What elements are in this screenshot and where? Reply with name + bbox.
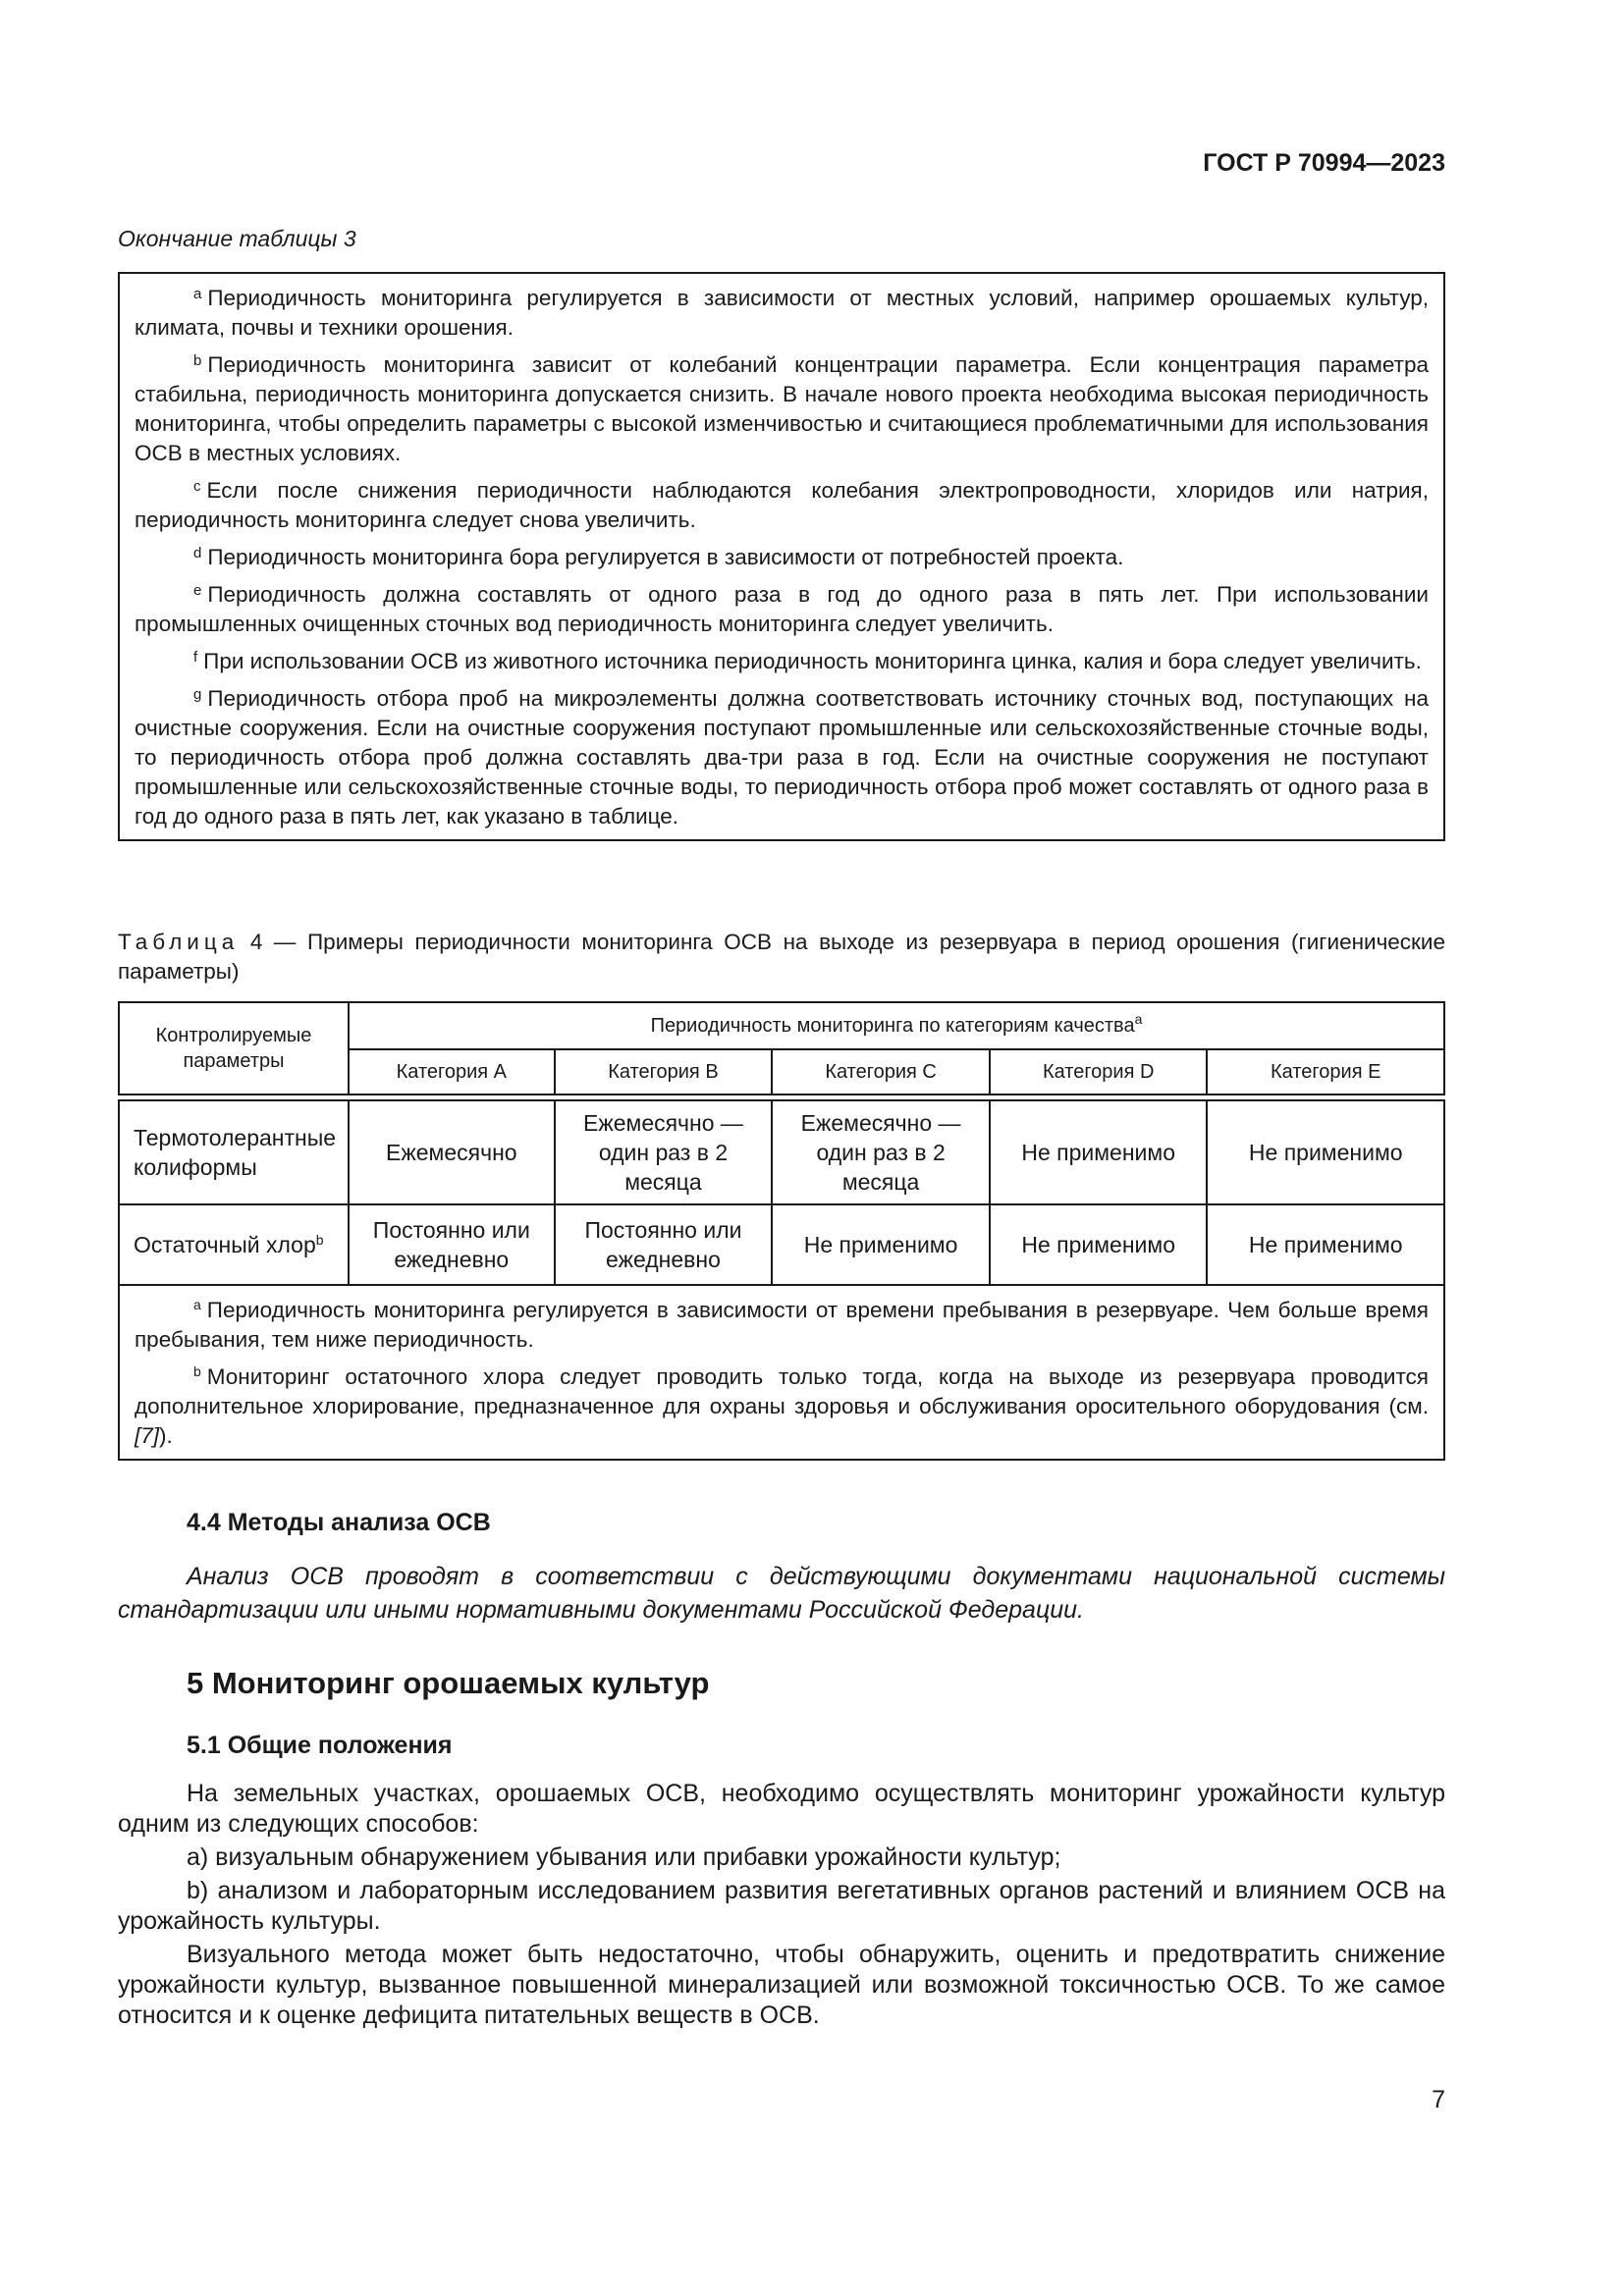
table4-cell: Не применимо bbox=[1207, 1100, 1444, 1204]
list-item: a) визуальным обнаружением убывания или прибавки урожайности культур; bbox=[187, 1843, 1061, 1871]
table4-cell: Не применимо bbox=[990, 1100, 1208, 1204]
table4-caption-text: 4 — Примеры периодичности мониторинга ОСВ на выходе из резервуара в период орошения (гигиенические параметры) bbox=[118, 930, 1445, 984]
table-row bbox=[119, 1100, 1444, 1204]
table4-header-cat-b: Категория B bbox=[555, 1049, 773, 1095]
section-4-4-heading: 4.4 Методы анализа ОСВ bbox=[187, 1509, 491, 1536]
reference-link: [7] bbox=[135, 1423, 160, 1448]
table4-header-cat-a: Категория A bbox=[349, 1049, 555, 1095]
footnote-f: $^f$ При использовании ОСВ из животного источника периодичность мониторинга цинка, калия и бора следует увеличить. bbox=[193, 649, 1422, 673]
footnote-a: $^a$ Периодичность мониторинга регулируется в зависимости от местных условий, например орошаемых культур, климата, почвы и техники орошения. bbox=[135, 286, 1429, 340]
table4-header-param: Контролируемые параметры bbox=[119, 1002, 349, 1095]
table4-cell: Ежемесячно — один раз в 2 месяца bbox=[772, 1100, 990, 1204]
table4-cell-param: Термотолерантные колиформы bbox=[119, 1100, 349, 1204]
table4-caption bbox=[118, 928, 1445, 987]
footnote-e: $^e$ Периодичность должна составлять от одного раза в год до одного раза в пять лет. При использовании промышленных очищенных сточных вод периодичность мониторинга следует увеличить. bbox=[135, 582, 1429, 636]
table4-caption-label: Таблица bbox=[118, 930, 240, 954]
page-number: 7 bbox=[1432, 2086, 1445, 2113]
footnote-c: $^c$ Если после снижения периодичности наблюдаются колебания электропроводности, хлоридов или натрия, периодичность мониторинга следует снова увеличить. bbox=[135, 478, 1429, 532]
section-5-1-body bbox=[118, 1779, 1445, 2034]
table4 bbox=[118, 1001, 1445, 1461]
table-row bbox=[119, 1204, 1444, 1285]
table3-continuation-caption: Окончание таблицы 3 bbox=[118, 226, 356, 251]
table3-footnotes-box bbox=[118, 272, 1445, 841]
table4-header-cat-d: Категория D bbox=[990, 1049, 1208, 1095]
table4-notes bbox=[119, 1285, 1444, 1460]
document-code: ГОСТ Р 70994—2023 bbox=[1203, 149, 1445, 177]
table4-cell: Не применимо bbox=[1207, 1204, 1444, 1285]
footnote-b: $^b$ Периодичность мониторинга зависит от колебаний концентрации параметра. Если концентрация параметра стабильна, периодичность мониторинга допускается снизить. В начале нового проекта необходима высокая периодичность мониторинга, чтобы определить параметры с высокой изменчивостью и считающиеся проблематичными для использования ОСВ в местных условиях. bbox=[135, 352, 1429, 465]
list-item: b) анализом и лабораторным исследованием развития вегетативных органов растений и влиянием ОСВ на урожайность культуры. bbox=[118, 1877, 1445, 1935]
table4-cell: Ежемесячно — один раз в 2 месяца bbox=[555, 1100, 773, 1204]
footnote-g: $^g$ Периодичность отбора проб на микроэлементы должна соответствовать источнику сточных вод, поступающих на очистные сооружения. Если на очистные сооружения поступают промышленные или сельскохозяйственные сточные воды, то периодичность отбора проб должна составлять два-три раза в год. Если на очистные сооружения не поступают промышленные или сельскохозяйственные сточные воды, то периодичность отбора проб может составлять от одного раза в год до одного раза в пять лет, как указано в таблице. bbox=[135, 686, 1429, 828]
table4-cell: Не применимо bbox=[990, 1204, 1208, 1285]
section-5-1-intro: На земельных участках, орошаемых ОСВ, необходимо осуществлять мониторинг урожайности культур одним из следующих способов: bbox=[118, 1780, 1445, 1838]
table4-header-group: Периодичность мониторинга по категориям качества$^a$ bbox=[349, 1002, 1444, 1049]
table4-cell: Постоянно или ежедневно bbox=[555, 1204, 773, 1285]
table4-note-b: $^b$ Мониторинг остаточного хлора следует проводить только тогда, когда на выходе из резервуара проводится дополнительное хлорирование, предназначенное для охраны здоровья и обслуживания оросительного оборудования (см. [7]). bbox=[135, 1363, 1429, 1448]
table4-cell: Постоянно или ежедневно bbox=[349, 1204, 555, 1285]
table4-cell: Не применимо bbox=[772, 1204, 990, 1285]
table4-note-a: $^a$ Периодичность мониторинга регулируется в зависимости от времени пребывания в резервуаре. Чем больше время пребывания, тем ниже периодичность. bbox=[135, 1297, 1429, 1352]
table4-cell: Ежемесячно bbox=[349, 1100, 555, 1204]
section-5-heading: 5 Мониторинг орошаемых культур bbox=[187, 1666, 710, 1700]
table4-header-cat-c: Категория C bbox=[772, 1049, 990, 1095]
footnote-d: $^d$ Периодичность мониторинга бора регулируется в зависимости от потребностей проекта. bbox=[193, 545, 1124, 569]
table4-header-cat-e: Категория E bbox=[1207, 1049, 1444, 1095]
section-4-4-text: Анализ ОСВ проводят в соответствии с действующими документами национальной системы стандартизации или иными нормативными документами Российской Федерации. bbox=[118, 1563, 1445, 1624]
section-5-1-closing: Визуального метода может быть недостаточно, чтобы обнаружить, оценить и предотвратить снижение урожайности культур, вызванное повышенной минерализацией или возможной токсичностью ОСВ. То же самое относится и к оценке дефицита питательных веществ в ОСВ. bbox=[118, 1941, 1445, 2029]
table4-cell-param: Остаточный хлор$^b$ bbox=[119, 1204, 349, 1285]
section-5-1-heading: 5.1 Общие положения bbox=[187, 1732, 453, 1759]
